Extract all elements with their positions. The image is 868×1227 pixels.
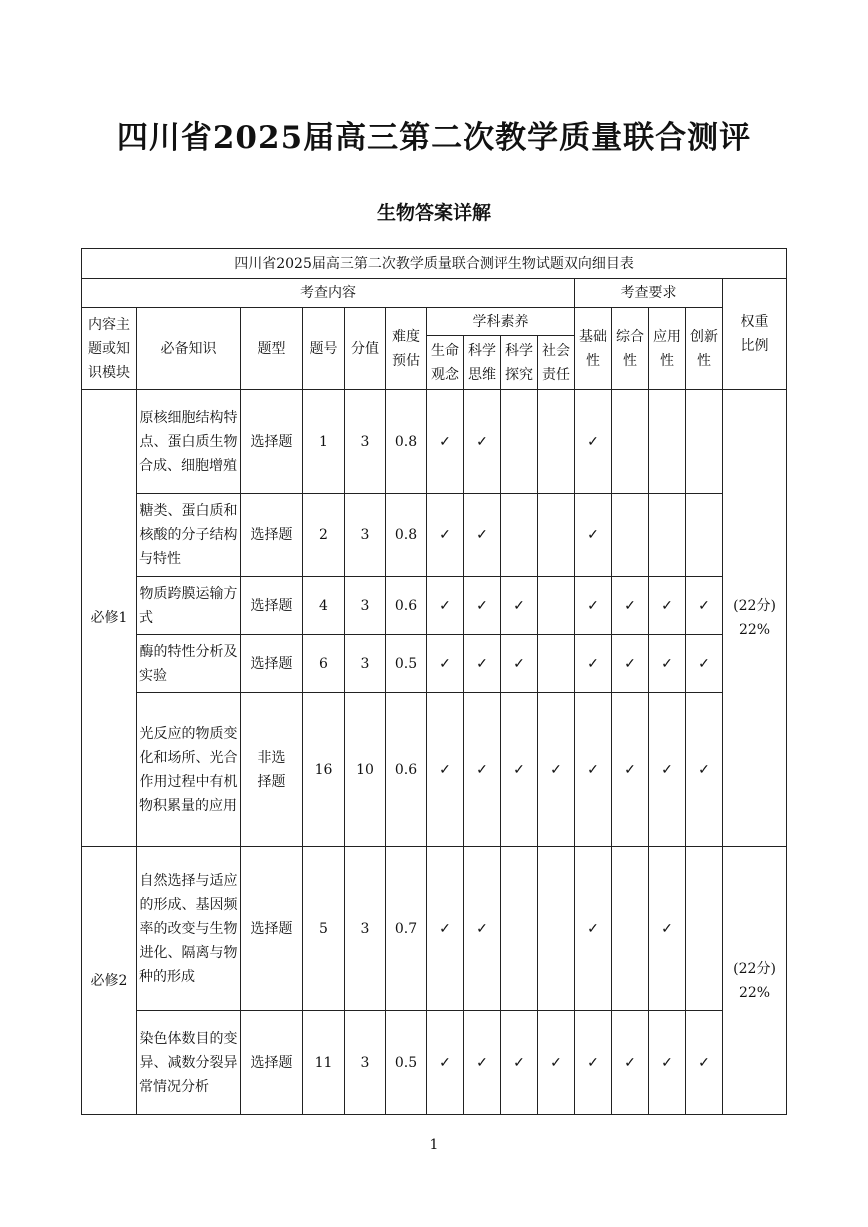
social-check <box>538 494 575 577</box>
number-header: 题号 <box>303 308 345 390</box>
social-check <box>538 390 575 494</box>
application-check: ✓ <box>649 577 686 635</box>
difficulty-cell: 0.8 <box>386 390 427 494</box>
score-cell: 3 <box>345 494 386 577</box>
number-cell: 4 <box>303 577 345 635</box>
weight-percent: 22% <box>738 622 771 638</box>
thinking-check: ✓ <box>464 494 501 577</box>
requirements-group-header: 考查要求 <box>575 279 723 308</box>
inquiry-check <box>501 390 538 494</box>
social-check <box>538 635 575 693</box>
social-check <box>538 847 575 1011</box>
knowledge-cell: 染色体数目的变异、减数分裂异常情况分析 <box>137 1011 241 1115</box>
application-header: 应用性 <box>649 308 686 390</box>
score-cell: 3 <box>345 1011 386 1115</box>
life-check: ✓ <box>427 847 464 1011</box>
thinking-check: ✓ <box>464 635 501 693</box>
application-check: ✓ <box>649 847 686 1011</box>
weight-percent: 22% <box>738 984 771 1001</box>
module-cell: 必修2 <box>82 847 137 1115</box>
inquiry-check: ✓ <box>501 635 538 693</box>
number-cell: 2 <box>303 494 345 577</box>
knowledge-cell: 自然选择与适应的形成、基因频率的改变与生物进化、隔离与物种的形成 <box>137 847 241 1011</box>
basic-check: ✓ <box>575 577 612 635</box>
type-cell: 选择题 <box>241 494 303 577</box>
number-cell: 16 <box>303 693 345 847</box>
weight-score: (22分) <box>733 598 776 614</box>
type-cell: 选择题 <box>241 390 303 494</box>
comprehensive-header: 综合性 <box>612 308 649 390</box>
innovation-check <box>686 494 723 577</box>
type-cell: 选择题 <box>241 577 303 635</box>
social-check <box>538 577 575 635</box>
basic-header: 基础性 <box>575 308 612 390</box>
comprehensive-check <box>612 847 649 1011</box>
basic-check: ✓ <box>575 494 612 577</box>
life-header: 生命观念 <box>427 336 464 390</box>
basic-check: ✓ <box>575 1011 612 1115</box>
application-check: ✓ <box>649 1011 686 1115</box>
knowledge-cell: 酶的特性分析及实验 <box>137 635 241 693</box>
comprehensive-check <box>612 390 649 494</box>
type-cell: 非选择题 <box>241 693 303 847</box>
page-number: 1 <box>429 1137 439 1153</box>
comprehensive-check: ✓ <box>612 1011 649 1115</box>
number-cell: 5 <box>303 847 345 1011</box>
thinking-check: ✓ <box>464 693 501 847</box>
table-row <box>82 635 787 693</box>
table-row <box>82 390 787 494</box>
score-cell: 3 <box>345 847 386 1011</box>
thinking-check: ✓ <box>464 847 501 1011</box>
weight-cell <box>723 847 787 1115</box>
innovation-check: ✓ <box>686 693 723 847</box>
inquiry-check: ✓ <box>501 693 538 847</box>
basic-check: ✓ <box>575 390 612 494</box>
score-cell: 10 <box>345 693 386 847</box>
innovation-check <box>686 847 723 1011</box>
number-cell: 1 <box>303 390 345 494</box>
life-check: ✓ <box>427 1011 464 1115</box>
social-check: ✓ <box>538 1011 575 1115</box>
thinking-header: 科学思维 <box>464 336 501 390</box>
knowledge-header: 必备知识 <box>137 308 241 390</box>
table-row <box>82 577 787 635</box>
number-cell: 6 <box>303 635 345 693</box>
inquiry-check: ✓ <box>501 577 538 635</box>
knowledge-cell: 光反应的物质变化和场所、光合作用过程中有机物积累量的应用 <box>137 693 241 847</box>
score-cell: 3 <box>345 635 386 693</box>
score-cell: 3 <box>345 390 386 494</box>
difficulty-cell: 0.8 <box>386 494 427 577</box>
inquiry-check <box>501 847 538 1011</box>
knowledge-cell: 物质跨膜运输方式 <box>137 577 241 635</box>
social-header: 社会责任 <box>538 336 575 390</box>
application-check: ✓ <box>649 635 686 693</box>
table-row <box>82 494 787 577</box>
table-caption: 四川省2025届高三第二次教学质量联合测评生物试题双向细目表 <box>82 249 787 279</box>
knowledge-cell: 糖类、蛋白质和核酸的分子结构与特性 <box>137 494 241 577</box>
life-check: ✓ <box>427 390 464 494</box>
weight-header: 权重比例 <box>723 279 787 390</box>
life-check: ✓ <box>427 577 464 635</box>
specification-table <box>81 248 787 1115</box>
weight-cell <box>723 390 787 847</box>
difficulty-header: 难度预估 <box>386 308 427 390</box>
comprehensive-check: ✓ <box>612 577 649 635</box>
document-subtitle: 生物答案详解 <box>376 202 491 224</box>
table-row <box>82 1011 787 1115</box>
type-cell: 选择题 <box>241 847 303 1011</box>
table-row <box>82 847 787 1011</box>
module-header: 内容主题或知识模块 <box>82 308 137 390</box>
knowledge-cell: 原核细胞结构特点、蛋白质生物合成、细胞增殖 <box>137 390 241 494</box>
inquiry-header: 科学探究 <box>501 336 538 390</box>
document-title: 四川省2025届高三第二次教学质量联合测评 <box>116 120 752 156</box>
social-check: ✓ <box>538 693 575 847</box>
basic-check: ✓ <box>575 847 612 1011</box>
application-check <box>649 494 686 577</box>
difficulty-cell: 0.5 <box>386 635 427 693</box>
comprehensive-check: ✓ <box>612 693 649 847</box>
difficulty-cell: 0.5 <box>386 1011 427 1115</box>
score-cell: 3 <box>345 577 386 635</box>
basic-check: ✓ <box>575 693 612 847</box>
table-row <box>82 693 787 847</box>
inquiry-check <box>501 494 538 577</box>
application-check <box>649 390 686 494</box>
innovation-header: 创新性 <box>686 308 723 390</box>
content-group-header: 考查内容 <box>82 279 575 308</box>
comprehensive-check: ✓ <box>612 635 649 693</box>
basic-check: ✓ <box>575 635 612 693</box>
thinking-check: ✓ <box>464 577 501 635</box>
type-cell: 选择题 <box>241 1011 303 1115</box>
life-check: ✓ <box>427 635 464 693</box>
innovation-check <box>686 390 723 494</box>
innovation-check: ✓ <box>686 1011 723 1115</box>
inquiry-check: ✓ <box>501 1011 538 1115</box>
number-cell: 11 <box>303 1011 345 1115</box>
module-cell: 必修1 <box>82 390 137 847</box>
weight-score: (22分) <box>733 960 776 977</box>
comprehensive-check <box>612 494 649 577</box>
application-check: ✓ <box>649 693 686 847</box>
difficulty-cell: 0.6 <box>386 577 427 635</box>
life-check: ✓ <box>427 494 464 577</box>
type-cell: 选择题 <box>241 635 303 693</box>
difficulty-cell: 0.7 <box>386 847 427 1011</box>
literacy-group-header: 学科素养 <box>427 308 575 336</box>
thinking-check: ✓ <box>464 390 501 494</box>
life-check: ✓ <box>427 693 464 847</box>
thinking-check: ✓ <box>464 1011 501 1115</box>
innovation-check: ✓ <box>686 635 723 693</box>
difficulty-cell: 0.6 <box>386 693 427 847</box>
type-header: 题型 <box>241 308 303 390</box>
score-header: 分值 <box>345 308 386 390</box>
innovation-check: ✓ <box>686 577 723 635</box>
